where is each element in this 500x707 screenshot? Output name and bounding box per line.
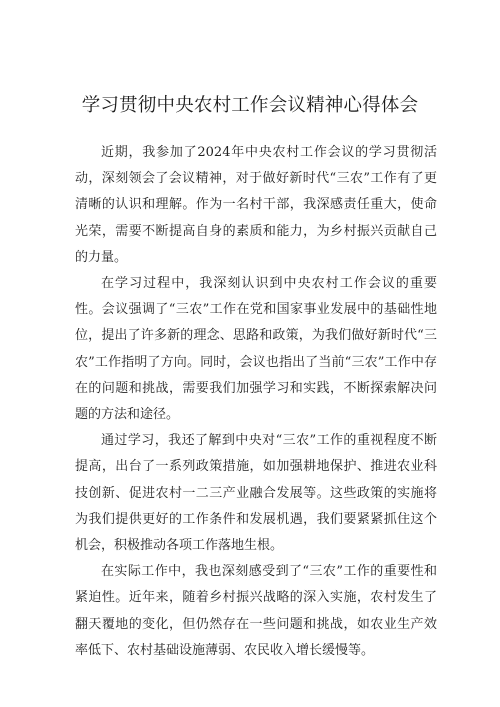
paragraph-3: 通过学习，我还了解到中央对“三农”工作的重视程度不断提高，出台了一系列政策措施，如加强耕地保护、推进农业科技创新、促进农村一二三产业融合发展等。这些政策的实施将为我们提供更好的工作条件和发展机遇，我们要紧紧抓住这个机会，积极推动各项工作落地生根。 (75, 433, 437, 554)
document-title: 学习贯彻中央农村工作会议精神心得体会 (81, 95, 419, 116)
document-body (75, 140, 437, 664)
paragraph-1: 近期，我参加了2024年中央农村工作会议的学习贯彻活动，深刻领会了会议精神，对于做好新时代“三农”工作有了更清晰的认识和理解。作为一名村干部，我深感责任重大，使命光荣，需要不断提高自身的素质和能力，为乡村振兴贡献自己的力量。 (75, 145, 437, 265)
paragraph-2: 在学习过程中，我深刻认识到中央农村工作会议的重要性。会议强调了“三农”工作在党和国家事业发展中的基础性地位，提出了许多新的理念、思路和政策，为我们做好新时代“三农”工作指明了方向。同时，会议也指出了当前“三农”工作中存在的问题和挑战，需要我们加强学习和实践，不断探索解决问题的方法和途径。 (75, 276, 437, 423)
paragraph-4: 在实际工作中，我也深刻感受到了“三农”工作的重要性和紧迫性。近年来，随着乡村振兴战略的深入实施，农村发生了翻天覆地的变化，但仍然存在一些问题和挑战，如农业生产效率低下、农村基础设施薄弱、农民收入增长缓慢等。 (75, 564, 437, 658)
